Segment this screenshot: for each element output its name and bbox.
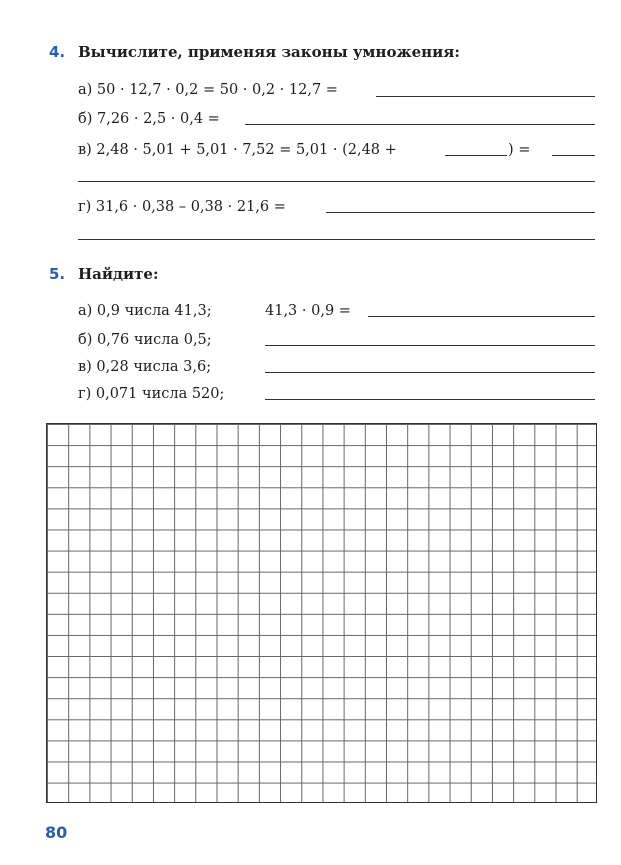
task-4g-answer-line[interactable] (326, 212, 595, 213)
task-5g-answer-line[interactable] (265, 399, 595, 400)
task-5a-answer-line[interactable] (368, 316, 595, 317)
task-4b-text: б) 7,26 · 2,5 · 0,4 = (78, 111, 220, 127)
task-5-title: Найдите: (78, 265, 159, 283)
page-number: 80 (45, 823, 68, 842)
task-4-number: 4. (49, 43, 66, 61)
task-5b-text: б) 0,76 числа 0,5; (78, 332, 212, 348)
task-5b-answer-line[interactable] (265, 345, 595, 346)
task-5a-text: а) 0,9 числа 41,3; (78, 303, 212, 319)
task-5g-text: г) 0,071 числа 520; (78, 386, 225, 402)
task-5a-expression: 41,3 · 0,9 = (265, 303, 351, 319)
task-4a-answer-line[interactable] (376, 96, 595, 97)
task-5v-text: в) 0,28 числа 3,6; (78, 359, 212, 375)
task-5-number: 5. (49, 265, 66, 283)
task-4g-extra-line[interactable] (78, 239, 595, 240)
squared-grid-workspace[interactable] (46, 423, 597, 803)
task-4v-answer-line[interactable] (552, 155, 595, 156)
task-4v-extra-line[interactable] (78, 181, 595, 182)
task-4b-answer-line[interactable] (245, 124, 595, 125)
task-4g-text: г) 31,6 · 0,38 – 0,38 · 21,6 = (78, 199, 286, 215)
task-4-title: Вычислите, применяя законы умножения: (78, 43, 460, 61)
task-4v-text: в) 2,48 · 5,01 + 5,01 · 7,52 = 5,01 · (2,48 + (78, 142, 397, 158)
task-4v-text-end: ) = (508, 142, 531, 158)
task-4a-text: а) 50 · 12,7 · 0,2 = 50 · 0,2 · 12,7 = (78, 82, 338, 98)
task-5v-answer-line[interactable] (265, 372, 595, 373)
task-4v-blank[interactable] (445, 155, 507, 156)
